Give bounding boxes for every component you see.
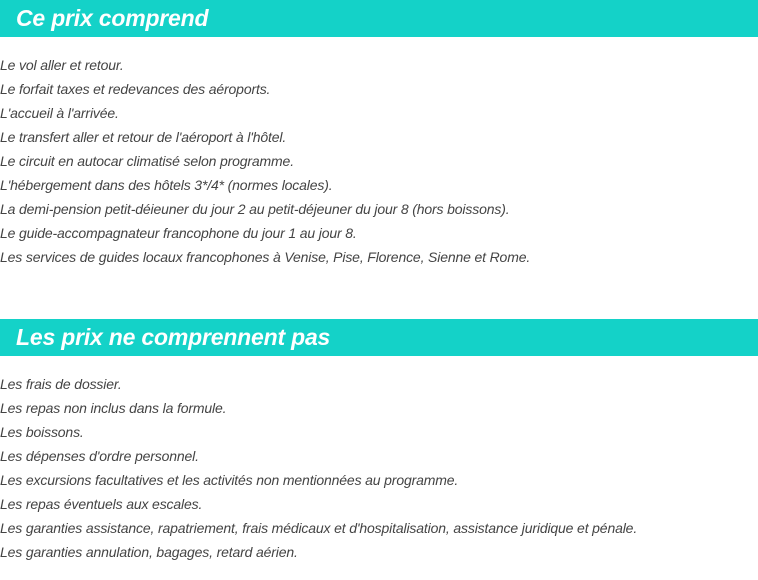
included-section — [0, 0, 758, 269]
included-item: Le transfert aller et retour de l'aéroport à l'hôtel. — [0, 129, 287, 145]
included-item: Le guide-accompagnateur francophone du jour 1 au jour 8. — [0, 225, 357, 241]
included-item: Le vol aller et retour. — [0, 57, 124, 73]
excluded-header-bar — [0, 319, 758, 356]
included-item: Les services de guides locaux francophones à Venise, Pise, Florence, Sienne et Rome. — [0, 249, 531, 265]
excluded-item: Les boissons. — [0, 424, 84, 440]
excluded-item: Les repas non inclus dans la formule. — [0, 400, 227, 416]
included-item: L'accueil à l'arrivée. — [0, 105, 119, 121]
excluded-title: Les prix ne comprennent pas — [16, 324, 331, 350]
included-item: La demi-pension petit-déieuner du jour 2 au petit-déjeuner du jour 8 (hors boissons). — [0, 201, 510, 217]
included-item: Le circuit en autocar climatisé selon programme. — [0, 153, 294, 169]
excluded-item: Les garanties assistance, rapatriement, frais médicaux et d'hospitalisation, assistance juridique et pénale. — [0, 520, 638, 536]
excluded-item: Les excursions facultatives et les activités non mentionnées au programme. — [0, 472, 459, 488]
included-list — [0, 53, 758, 269]
excluded-item: Les dépenses d'ordre personnel. — [0, 448, 199, 464]
included-item: Le forfait taxes et redevances des aéroports. — [0, 81, 271, 97]
excluded-list — [0, 372, 758, 564]
excluded-item: Les repas éventuels aux escales. — [0, 496, 203, 512]
included-title: Ce prix comprend — [16, 5, 209, 31]
excluded-item: Les garanties annulation, bagages, retard aérien. — [0, 544, 298, 560]
excluded-item: Les frais de dossier. — [0, 376, 122, 392]
included-item: L'hébergement dans des hôtels 3*/4* (normes locales). — [0, 177, 333, 193]
included-header-bar — [0, 0, 758, 37]
excluded-section — [0, 319, 758, 564]
